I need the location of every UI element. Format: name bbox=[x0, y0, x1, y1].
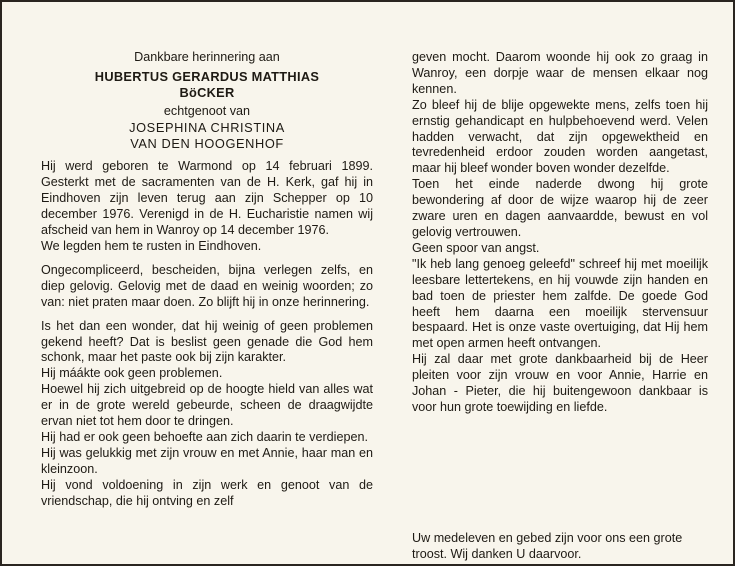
deceased-name-line2: BöCKER bbox=[179, 84, 235, 100]
paragraph-world: Hoewel hij zich uitgebreid op de hoogte hield van alles wat er in de grote wereld gebeurde, scheen de draagwijdte ervan niet tot hem door te dringen. bbox=[41, 382, 373, 429]
card-header bbox=[41, 50, 373, 151]
paragraph-wanroy: geven mocht. Daarom woonde hij ook zo graag in Wanroy, een dorpje waar de mensen elkaar nog kennen. bbox=[412, 50, 708, 96]
paragraph-character: Ongecompliceerd, bescheiden, bijna verlegen zelfs, en diep gelovig. Gelovig met de daad en weinig woorden; zo van: niet praten maar doen. Zo blijft hij in onze herinnering. bbox=[41, 262, 373, 309]
paragraph-family: Hij was gelukkig met zijn vrouw en met Annie, haar man en kleinzoon. bbox=[41, 445, 373, 476]
deceased-name-line1: HUBERTUS GERARDUS MATTHIAS bbox=[94, 68, 320, 84]
spouse-label: echtgenoot van bbox=[163, 103, 251, 118]
paragraph-end: Toen het einde naderde dwong hij grote bewondering af door de wijze waarop hij de zeer zware uren en dagen aanvaardde, bewust en vol gelovig vertrouwen. bbox=[412, 177, 708, 239]
paragraph-no-problems: Hij máákte ook geen problemen. bbox=[41, 366, 223, 381]
paragraph-cheerful: Zo bleef hij de blije opgewekte mens, zelfs toen hij ernstig gehandicapt en hulpbehoevend werd. Velen hadden verwacht, dat zijn opgewektheid en tevredenheid erdoor zouden worden aangetast, maar hij bleef wonder boven wonder dezelfde. bbox=[412, 97, 708, 176]
paragraph-birth-death: Hij werd geboren te Warmond op 14 februari 1899. Gesterkt met de sacramenten van de H. Kerk, gaf hij in Eindhoven zijn leven terug aan zijn Schepper op 10 december 1976. Verenigd in de H. Eucharistie namen wij afscheid van hem in Wanroy op 14 december 1976. bbox=[41, 159, 373, 238]
paragraph-gratitude: Hij zal daar met grote dankbaarheid bij de Heer pleiten voor zijn vrouw en voor Annie, Harrie en Johan - Pieter, die hij buitengewoon dankbaar is voor hun grote toewijding en liefde. bbox=[412, 352, 708, 414]
spouse-name-line2: VAN DEN HOOGENHOF bbox=[130, 135, 284, 151]
paragraph-lived-long: "Ik heb lang genoeg geleefd" schreef hij met moeilijk leesbare lettertekens, en hij vouwde zijn handen en bad toen de priester hem zalfde. De goede God heeft hem daarna een moeilijk stervensuur bespaard. Het is onze vaste overtuiging, dat Hij hem met open armen heeft ontvangen. bbox=[412, 256, 708, 351]
spouse-name-line1: JOSEPHINA CHRISTINA bbox=[129, 119, 285, 135]
paragraph-no-fear: Geen spoor van angst. bbox=[412, 240, 540, 255]
closing-text: Uw medeleven en gebed zijn voor ons een grote troost. Wij danken U daarvoor. bbox=[412, 531, 683, 561]
right-column bbox=[412, 50, 708, 416]
left-column bbox=[41, 50, 373, 509]
paragraph-no-need: Hij had er ook geen behoefte aan zich daarin te verdiepen. bbox=[41, 429, 368, 444]
paragraph-wonder: Is het dan een wonder, dat hij weinig of geen problemen gekend heeft? Dat is beslist geen genade die God hem schonk, maar het paste ook bij zijn karakter. bbox=[41, 318, 373, 365]
header-intro: Dankbare herinnering aan bbox=[134, 50, 280, 64]
paragraph-work: Hij vond voldoening in zijn werk en genoot van de vriendschap, die hij ontving en zelf bbox=[41, 477, 373, 508]
paragraph-burial: We legden hem te rusten in Eindhoven. bbox=[41, 238, 262, 253]
